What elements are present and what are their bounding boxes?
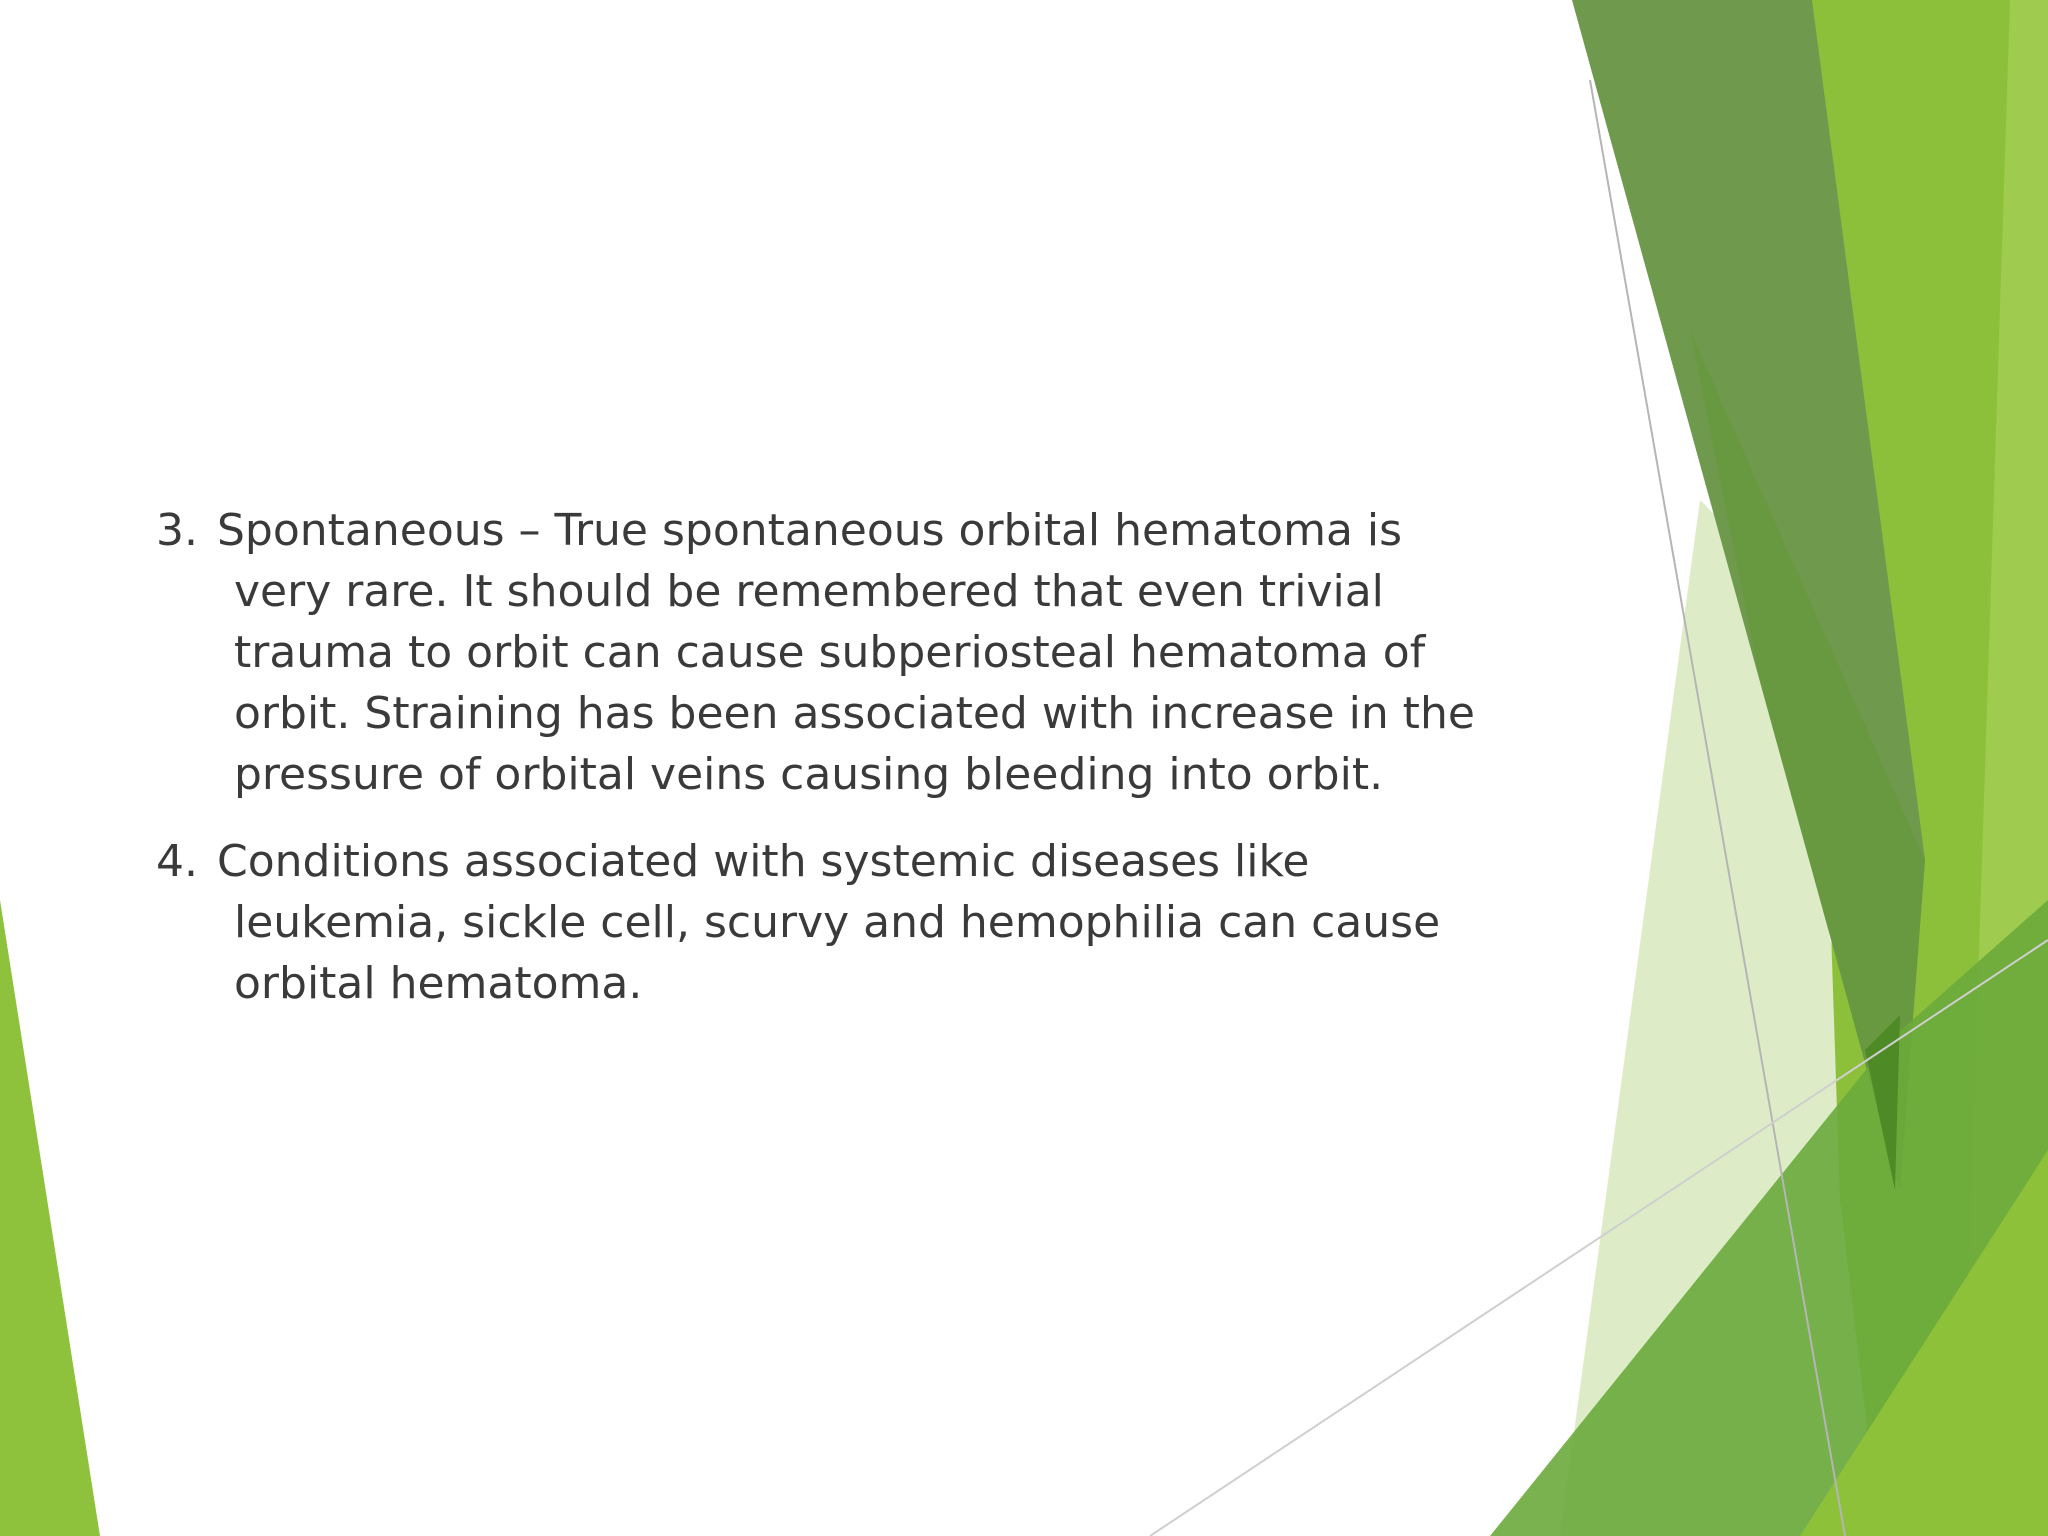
list-item-3 bbox=[156, 500, 1556, 805]
text-line: leukemia, sickle cell, scurvy and hemophilia can cause bbox=[234, 897, 1441, 948]
left-green-sliver bbox=[0, 900, 100, 1536]
text-line: very rare. It should be remembered that even trivial bbox=[234, 566, 1384, 617]
text-line: trauma to orbit can cause subperiosteal hematoma of bbox=[234, 627, 1426, 678]
list-number: 4. bbox=[156, 836, 198, 887]
text-line: Conditions associated with systemic diseases like bbox=[217, 836, 1310, 887]
text-line: Spontaneous – True spontaneous orbital hematoma is bbox=[217, 505, 1403, 556]
list-item-4 bbox=[156, 831, 1556, 1014]
text-line: orbit. Straining has been associated with increase in the bbox=[234, 688, 1475, 739]
list-number: 3. bbox=[156, 505, 198, 556]
text-line: orbital hematoma. bbox=[234, 958, 643, 1009]
slide-body bbox=[156, 500, 1556, 1040]
text-line: pressure of orbital veins causing bleeding into orbit. bbox=[234, 749, 1384, 800]
